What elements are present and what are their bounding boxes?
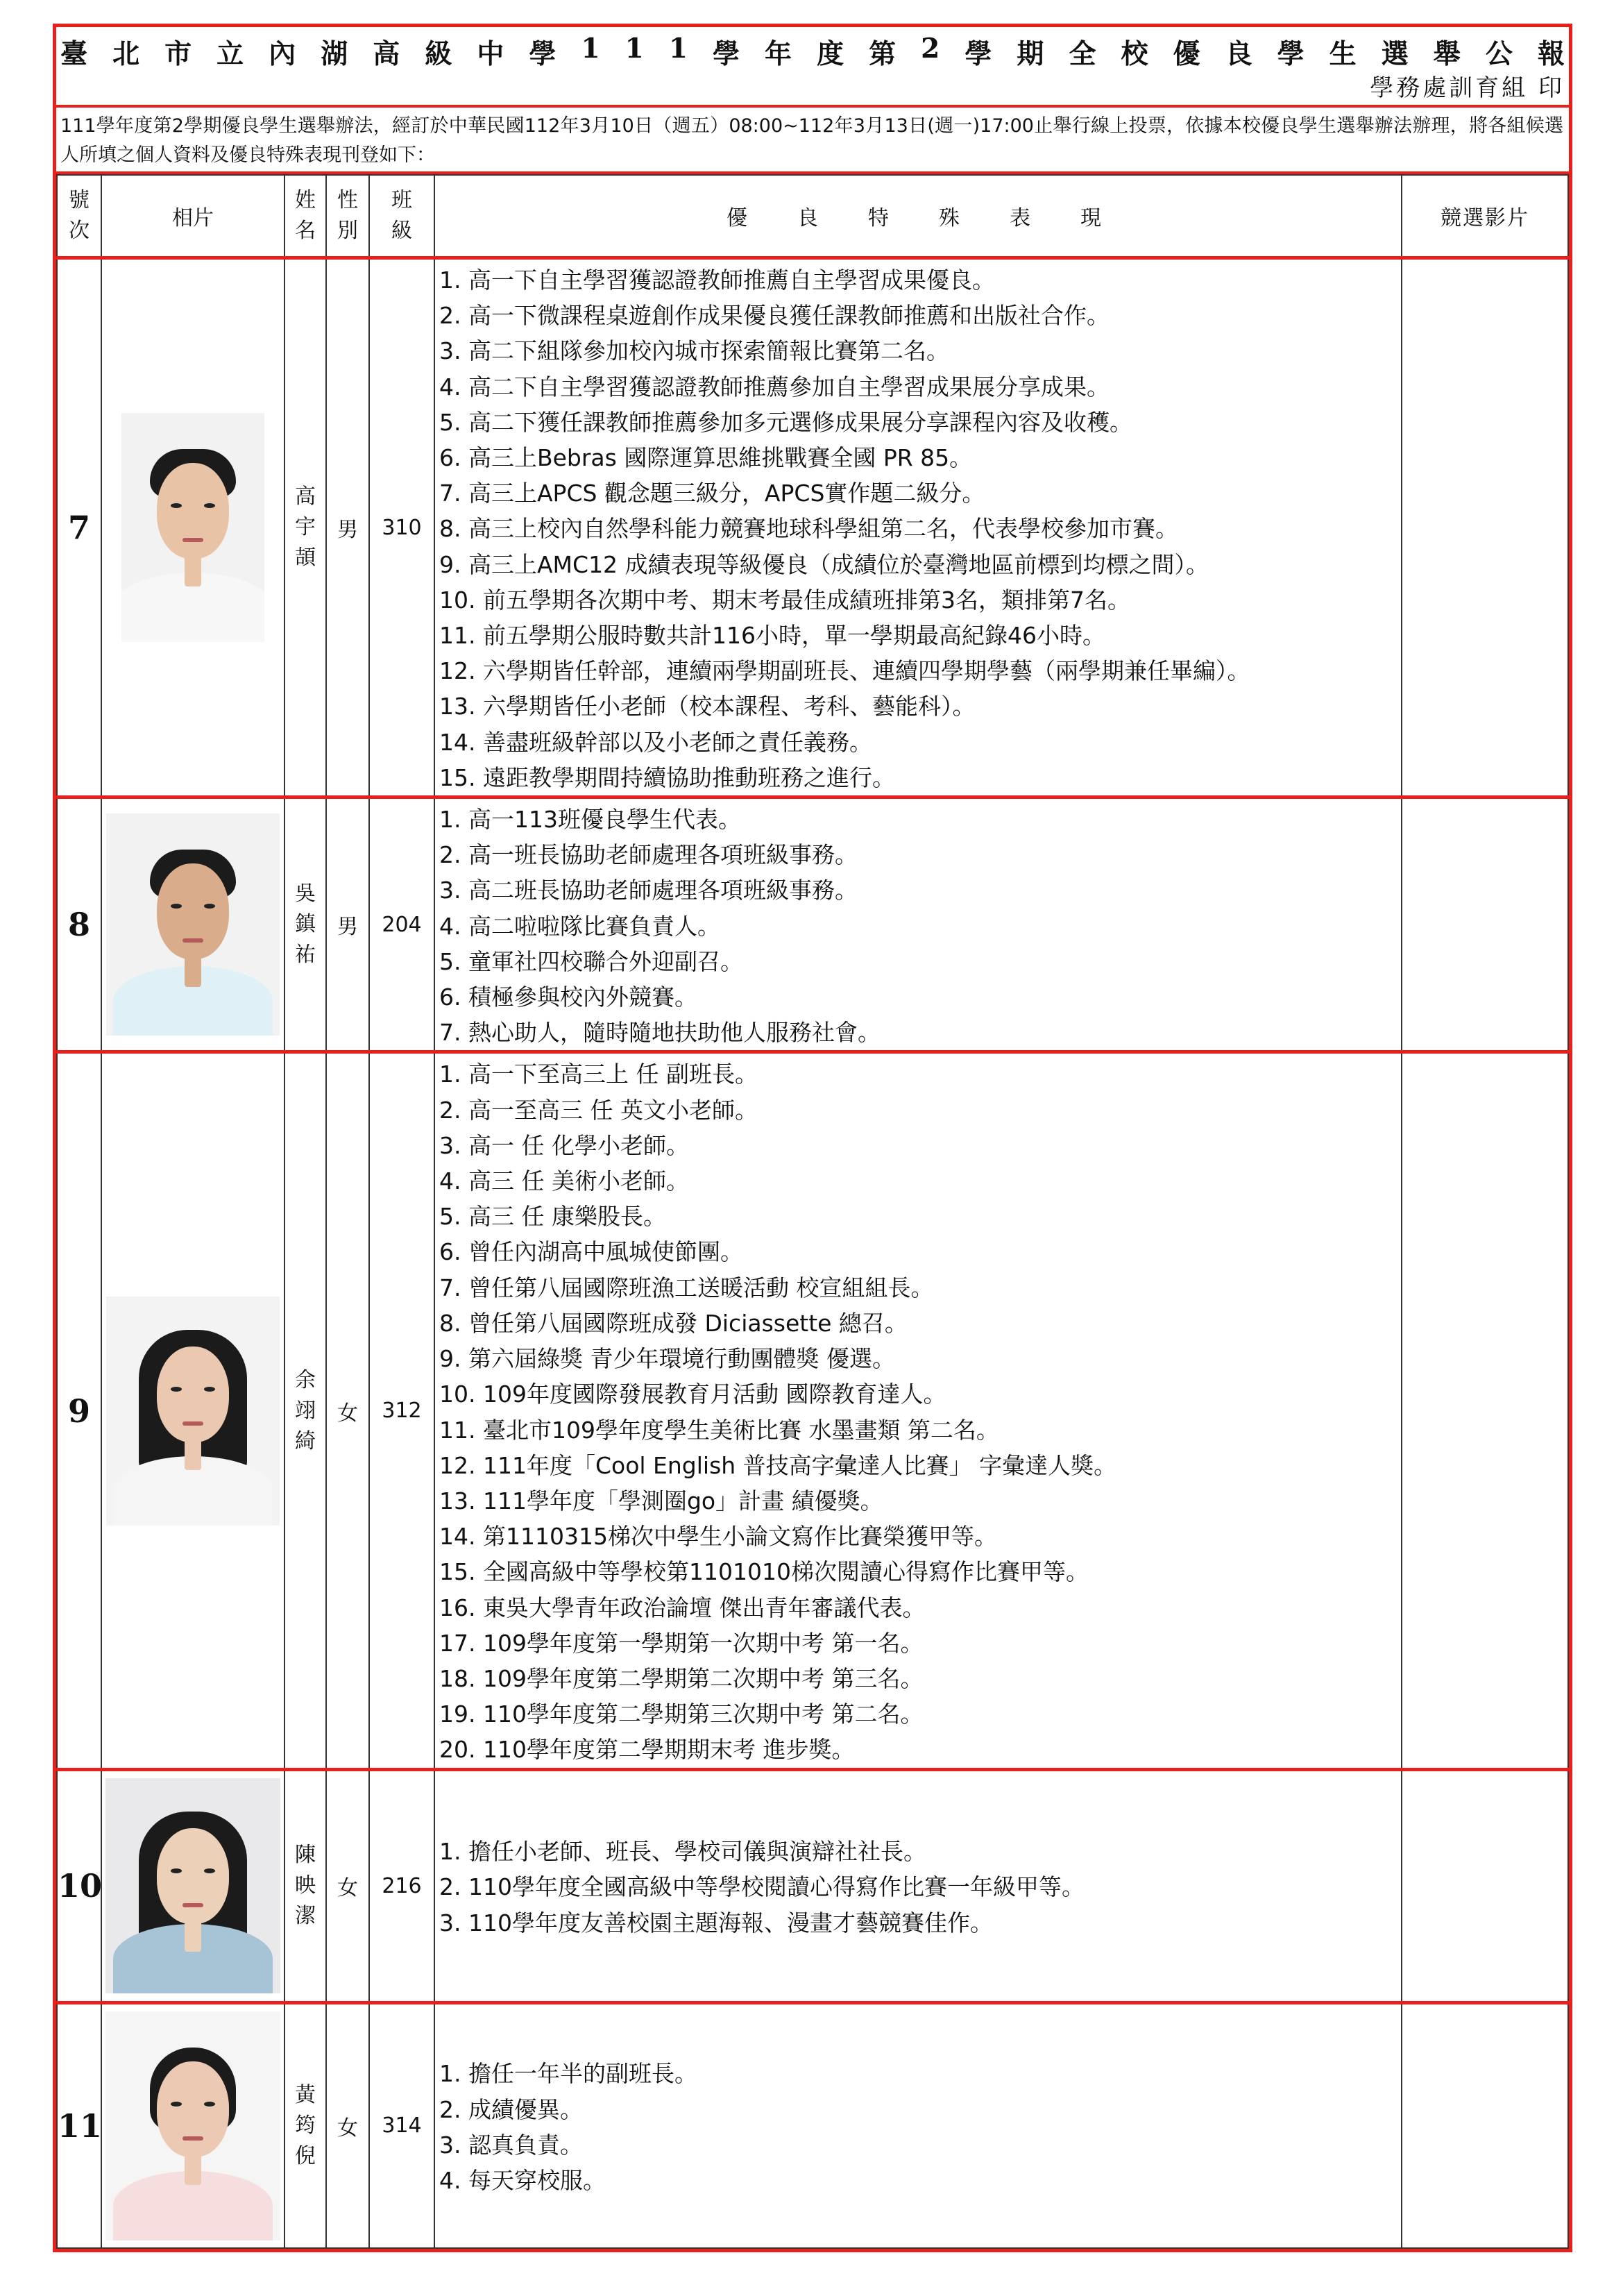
performance-item: 20. 110學年度第二學期期末考 進步獎。 bbox=[439, 1736, 855, 1764]
performance-cell bbox=[434, 2002, 1402, 2248]
performance-item: 2. 高一班長協助老師處理各項班級事務。 bbox=[439, 841, 858, 869]
performance-item: 4. 每天穿校服。 bbox=[439, 2166, 606, 2194]
performance-item: 5. 童軍社四校聯合外迎副召。 bbox=[439, 947, 743, 975]
performance-item: 3. 110學年度友善校園主題海報、漫畫才藝競賽佳作。 bbox=[439, 1909, 993, 1936]
candidate-sex: 男 bbox=[326, 797, 369, 1052]
bulletin-sheet bbox=[53, 24, 1572, 2252]
title-char: 學 bbox=[529, 38, 556, 70]
candidate-row bbox=[57, 258, 1568, 797]
performance-item: 6. 曾任內湖高中風城使節團。 bbox=[439, 1238, 743, 1266]
candidate-class: 310 bbox=[369, 258, 434, 797]
campaign-video-cell bbox=[1402, 1052, 1568, 1769]
performance-item: 2. 110學年度全國高級中等學校閱讀心得寫作比賽一年級甲等。 bbox=[439, 1873, 1085, 1901]
candidate-photo-cell bbox=[101, 797, 284, 1052]
title-char: 良 bbox=[1225, 38, 1252, 70]
candidate-name bbox=[284, 797, 326, 1052]
candidate-number: 11 bbox=[57, 2002, 101, 2248]
mouth bbox=[182, 538, 203, 542]
performance-item: 1. 高一下至高三上 任 副班長。 bbox=[439, 1061, 758, 1088]
performance-item: 15. 遠距教學期間持續協助推動班務之進行。 bbox=[439, 763, 895, 791]
performance-item: 2. 成績優異。 bbox=[439, 2095, 583, 2123]
candidate-photo-cell bbox=[101, 2002, 284, 2248]
title-char: 學 bbox=[965, 38, 992, 70]
performance-item: 4. 高二下自主學習獲認證教師推薦參加自主學習成果展分享成果。 bbox=[439, 373, 1110, 400]
face bbox=[157, 1347, 229, 1442]
header-performance: 優良特殊表現 bbox=[434, 175, 1402, 258]
performance-item: 5. 高二下獲任課教師推薦參加多元選修成果展分享課程內容及收穫。 bbox=[439, 408, 1132, 436]
performance-cell bbox=[434, 1769, 1402, 2002]
performance-item: 12. 111年度「Cool English 普技高字彙達人比賽」 字彙達人獎。 bbox=[439, 1451, 1117, 1479]
performance-cell bbox=[434, 258, 1402, 797]
candidate-name-text: 黃筠倪 bbox=[295, 2082, 316, 2168]
title-char: 中 bbox=[477, 38, 504, 70]
performance-item: 3. 認真負責。 bbox=[439, 2131, 583, 2159]
title-char: 立 bbox=[216, 38, 244, 70]
mouth bbox=[182, 1903, 203, 1907]
performance-item: 2. 高一至高三 任 英文小老師。 bbox=[439, 1096, 758, 1124]
candidate-photo-cell bbox=[101, 258, 284, 797]
performance-item: 10. 109年度國際發展教育月活動 國際教育達人。 bbox=[439, 1381, 946, 1408]
title-char: 內 bbox=[269, 38, 296, 70]
performance-item: 3. 高二班長協助老師處理各項班級事務。 bbox=[439, 877, 858, 904]
bulletin-title bbox=[60, 33, 1565, 71]
performance-list bbox=[439, 1056, 1397, 1767]
title-char: 舉 bbox=[1433, 38, 1461, 70]
face bbox=[157, 863, 229, 959]
face bbox=[157, 463, 229, 559]
candidate-sex: 女 bbox=[326, 1769, 369, 2002]
performance-item: 12. 六學期皆任幹部，連續兩學期副班長、連續四學期學藝（兩學期兼任畢編）。 bbox=[439, 657, 1250, 685]
title-char: 1 bbox=[668, 33, 688, 65]
title-row bbox=[56, 27, 1569, 108]
performance-item: 4. 高二啦啦隊比賽負責人。 bbox=[439, 912, 720, 940]
performance-list bbox=[439, 1834, 1397, 1941]
campaign-video-cell bbox=[1402, 797, 1568, 1052]
title-char: 北 bbox=[112, 38, 140, 70]
title-char: 年 bbox=[765, 38, 792, 70]
candidate-class: 216 bbox=[369, 1769, 434, 2002]
candidate-photo bbox=[106, 813, 280, 1036]
performance-item: 8. 曾任第八屆國際班成發 Diciassette 總召。 bbox=[439, 1309, 908, 1337]
performance-item: 1. 擔任小老師、班長、學校司儀與演辯社社長。 bbox=[439, 1838, 926, 1866]
candidate-row bbox=[57, 1052, 1568, 1769]
candidate-name-text: 吳鎮祐 bbox=[295, 881, 316, 968]
performance-item: 18. 109學年度第二學期第二次期中考 第三名。 bbox=[439, 1664, 924, 1692]
eye bbox=[171, 1387, 182, 1392]
mouth bbox=[182, 938, 203, 943]
face bbox=[157, 2061, 229, 2157]
election-intro: 111學年度第2學期優良學生選舉辦法，經訂於中華民國112年3月10日（週五）08:00~112年3月13日(週一)17:00止舉行線上投票，依據本校優良學生選舉辦法辦理，將各組候選人所填之個人資料及優良特殊表現刊登如下： bbox=[56, 108, 1569, 174]
performance-item: 13. 111學年度「學測圈go」計畫 績優獎。 bbox=[439, 1487, 883, 1514]
candidate-class: 314 bbox=[369, 2002, 434, 2248]
performance-item: 4. 高三 任 美術小老師。 bbox=[439, 1167, 689, 1195]
performance-cell bbox=[434, 797, 1402, 1052]
performance-item: 5. 高三 任 康樂股長。 bbox=[439, 1203, 666, 1231]
title-char: 級 bbox=[425, 38, 452, 70]
campaign-video-cell bbox=[1402, 258, 1568, 797]
title-char: 優 bbox=[1173, 38, 1200, 70]
header-no: 號次 bbox=[57, 175, 101, 258]
performance-item: 1. 高一下自主學習獲認證教師推薦自主學習成果優良。 bbox=[439, 267, 995, 294]
candidate-row bbox=[57, 797, 1568, 1052]
candidate-name-text: 高宇頡 bbox=[295, 484, 316, 571]
mouth bbox=[182, 2136, 203, 2141]
performance-item: 17. 109學年度第一學期第一次期中考 第一名。 bbox=[439, 1629, 924, 1657]
candidate-photo-cell bbox=[101, 1769, 284, 2002]
candidate-row bbox=[57, 2002, 1568, 2248]
table-header-row bbox=[57, 175, 1568, 258]
face bbox=[157, 1828, 229, 1924]
title-char: 度 bbox=[817, 38, 844, 70]
performance-item: 7. 熱心助人，隨時隨地扶助他人服務社會。 bbox=[439, 1019, 881, 1047]
eye bbox=[204, 1868, 215, 1873]
candidate-number: 7 bbox=[57, 258, 101, 797]
issuer-stamp: 學務處訓育組 印 bbox=[1370, 74, 1565, 102]
candidate-class: 312 bbox=[369, 1052, 434, 1769]
title-char: 選 bbox=[1381, 38, 1409, 70]
candidate-table bbox=[56, 174, 1569, 2249]
title-char: 生 bbox=[1329, 38, 1357, 70]
candidate-sex: 男 bbox=[326, 258, 369, 797]
header-class: 班級 bbox=[369, 175, 434, 258]
campaign-video-cell bbox=[1402, 2002, 1568, 2248]
performance-item: 2. 高一下微課程桌遊創作成果優良獲任課教師推薦和出版社合作。 bbox=[439, 302, 1110, 330]
title-char: 臺 bbox=[60, 38, 88, 70]
candidate-name-text: 余翊綺 bbox=[295, 1367, 316, 1453]
candidate-row bbox=[57, 1769, 1568, 2002]
eye bbox=[204, 503, 215, 508]
performance-item: 8. 高三上校內自然學科能力競賽地球科學組第二名，代表學校參加市賽。 bbox=[439, 515, 1178, 543]
performance-item: 3. 高二下組隊參加校內城市探索簡報比賽第二名。 bbox=[439, 337, 949, 365]
title-char: 2 bbox=[921, 33, 940, 65]
header-sex: 性別 bbox=[326, 175, 369, 258]
title-char: 校 bbox=[1121, 38, 1148, 70]
title-char: 高 bbox=[373, 38, 400, 70]
performance-item: 3. 高一 任 化學小老師。 bbox=[439, 1131, 689, 1159]
candidate-photo bbox=[121, 413, 264, 642]
title-char: 期 bbox=[1017, 38, 1044, 70]
performance-item: 14. 第1110315梯次中學生小論文寫作比賽榮獲甲等。 bbox=[439, 1523, 997, 1551]
performance-item: 19. 110學年度第二學期第三次期中考 第二名。 bbox=[439, 1700, 924, 1728]
header-name: 姓名 bbox=[284, 175, 326, 258]
performance-item: 7. 曾任第八屆國際班漁工送暖活動 校宣組組長。 bbox=[439, 1274, 934, 1301]
performance-item: 6. 積極參與校內外競賽。 bbox=[439, 984, 697, 1011]
performance-item: 15. 全國高級中等學校第1101010梯次閱讀心得寫作比賽甲等。 bbox=[439, 1558, 1089, 1586]
candidate-name-text: 陳映潔 bbox=[295, 1843, 316, 1929]
performance-list bbox=[439, 802, 1397, 1050]
eye bbox=[171, 503, 182, 508]
candidate-name bbox=[284, 2002, 326, 2248]
performance-item: 13. 六學期皆任小老師（校本課程、考科、藝能科）。 bbox=[439, 693, 976, 720]
performance-item: 11. 臺北市109學年度學生美術比賽 水墨畫類 第二名。 bbox=[439, 1416, 999, 1444]
title-char: 學 bbox=[712, 38, 740, 70]
eye bbox=[171, 1868, 182, 1873]
candidate-number: 8 bbox=[57, 797, 101, 1052]
candidate-photo bbox=[105, 1778, 280, 1993]
performance-item: 9. 高三上AMC12 成績表現等級優良（成績位於臺灣地區前標到均標之間）。 bbox=[439, 550, 1209, 578]
candidate-name bbox=[284, 1052, 326, 1769]
header-photo: 相片 bbox=[101, 175, 284, 258]
title-char: 湖 bbox=[321, 38, 348, 70]
candidate-name bbox=[284, 258, 326, 797]
performance-item: 6. 高三上Bebras 國際運算思維挑戰賽全國 PR 85。 bbox=[439, 444, 973, 472]
header-video: 競選影片 bbox=[1402, 175, 1568, 258]
performance-item: 9. 第六屆綠獎 青少年環境行動團體獎 優選。 bbox=[439, 1345, 895, 1373]
performance-item: 7. 高三上APCS 觀念題三級分，APCS實作題二級分。 bbox=[439, 480, 985, 507]
eye bbox=[204, 2102, 215, 2107]
performance-list bbox=[439, 262, 1397, 795]
title-char: 第 bbox=[869, 38, 897, 70]
candidate-name bbox=[284, 1769, 326, 2002]
title-char: 學 bbox=[1277, 38, 1305, 70]
performance-item: 1. 高一113班優良學生代表。 bbox=[439, 806, 741, 834]
performance-cell bbox=[434, 1052, 1402, 1769]
eye bbox=[204, 1387, 215, 1392]
candidate-class: 204 bbox=[369, 797, 434, 1052]
title-char: 公 bbox=[1485, 38, 1513, 70]
candidate-photo bbox=[105, 2011, 280, 2240]
candidate-photo-cell bbox=[101, 1052, 284, 1769]
title-char: 全 bbox=[1069, 38, 1096, 70]
candidate-sex: 女 bbox=[326, 1052, 369, 1769]
title-char: 市 bbox=[164, 38, 192, 70]
candidate-number: 9 bbox=[57, 1052, 101, 1769]
performance-item: 16. 東吳大學青年政治論壇 傑出青年審議代表。 bbox=[439, 1594, 926, 1621]
title-char: 報 bbox=[1537, 38, 1565, 70]
performance-item: 10. 前五學期各次期中考、期末考最佳成績班排第3名，類排第7名。 bbox=[439, 586, 1130, 614]
performance-list bbox=[439, 2056, 1397, 2198]
mouth bbox=[182, 1421, 203, 1426]
candidate-number: 10 bbox=[57, 1769, 101, 2002]
title-char: 1 bbox=[624, 33, 644, 65]
performance-item: 1. 擔任一年半的副班長。 bbox=[439, 2060, 697, 2088]
title-char: 1 bbox=[581, 33, 600, 65]
performance-item: 14. 善盡班級幹部以及小老師之責任義務。 bbox=[439, 728, 872, 756]
performance-item: 11. 前五學期公服時數共計116小時，單一學期最高紀錄46小時。 bbox=[439, 622, 1105, 650]
candidate-photo bbox=[106, 1297, 280, 1526]
candidate-sex: 女 bbox=[326, 2002, 369, 2248]
campaign-video-cell bbox=[1402, 1769, 1568, 2002]
eye bbox=[171, 2102, 182, 2107]
